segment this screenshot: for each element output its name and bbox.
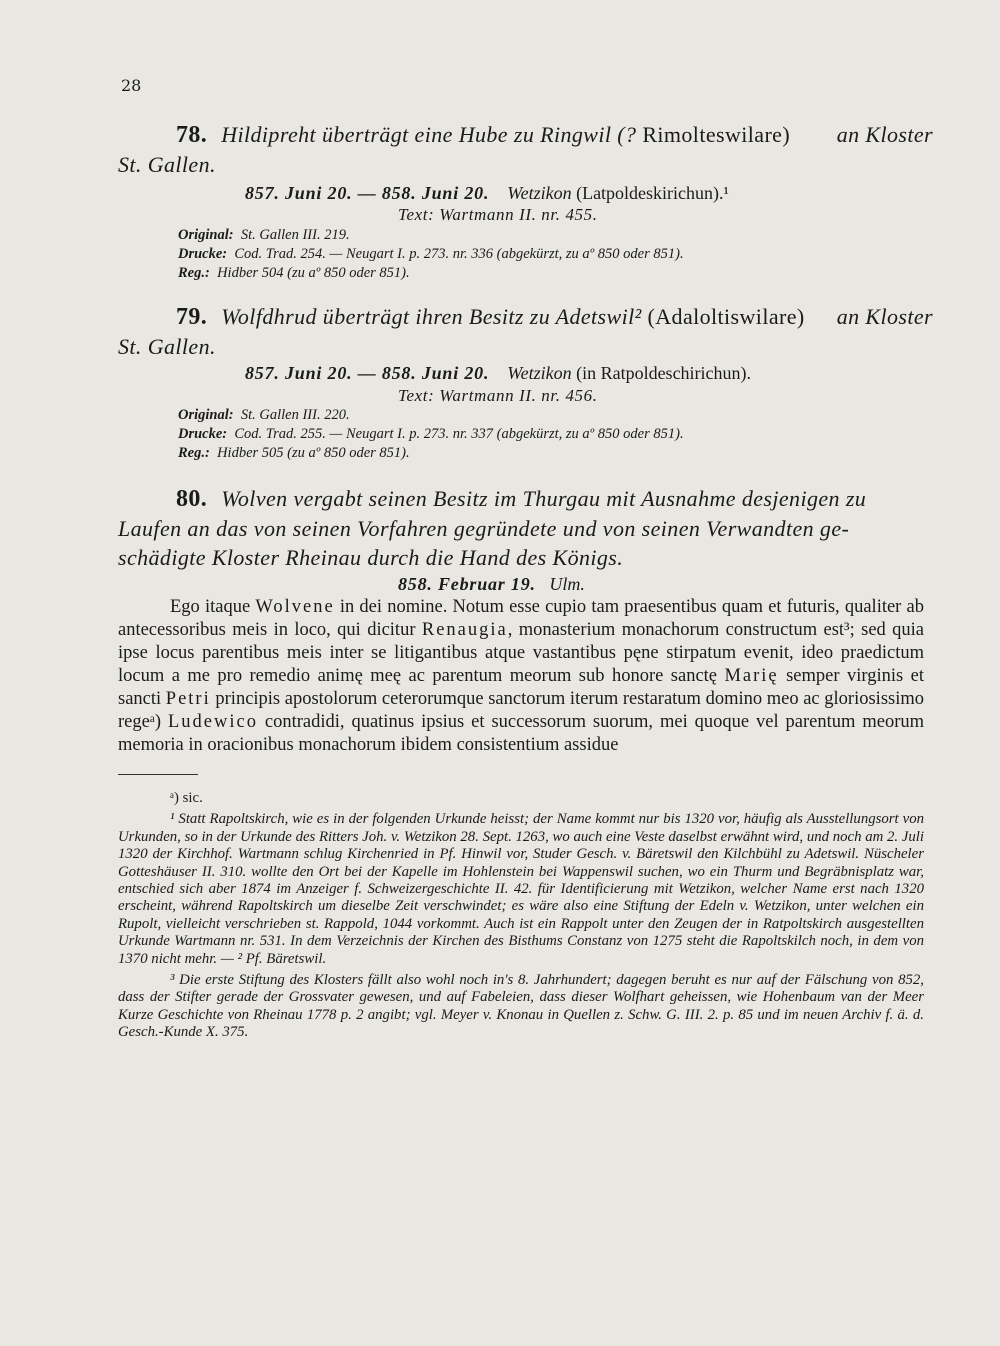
doc78-text-ref: Text: Wartmann II. nr. 455. [398, 205, 598, 224]
doc80-title-line1: Wolven vergabt seinen Besitz im Thurgau mit Ausnahme desjenigen zu [221, 486, 867, 511]
doc79-title-2: (Adaloltiswilare) [647, 304, 805, 329]
doc79-title-4: St. Gallen. [118, 334, 216, 359]
doc79-number: 79. [176, 304, 208, 330]
doc80-body [118, 596, 924, 757]
doc78-original-label: Original: [178, 227, 234, 243]
body-part-1: Ego itaque [170, 597, 256, 617]
doc78-drucke-label: Drucke: [178, 246, 228, 262]
name-renaugia: Renaugia [421, 620, 508, 640]
name-wolvene: Wolvene [255, 597, 335, 617]
doc79-place-note: (in Ratpoldeschirichun). [576, 363, 752, 383]
doc79-place: Wetzikon [507, 363, 572, 383]
footnotes [118, 790, 924, 1042]
footnote-1: ¹ Statt Rapoltskirch, wie es in der folgenden Urkunde heisst; der Name kommt nur bis 1320 vor, häufig als Ausstellungsort von Urkunden, so in der Urkunde des Ritters Joh. v. Wetzikon 28. Sept. 1263, wo auch eine Veste daselbst erwähnt wird, und noch am 2. Juli 1320 der Kirchhof. Wartmann schlug Kirchenried in Pf. Hinwil vor, Studer Gesch. v. Bäretswil den Kilchbühl zu Adetswil. Nüscheler Gotteshäuser II. 310. wollte den Ort bei der Kapelle im Hohlenstein bei Wappenswil suchen, wo ein Thurm und Begräbnisplatz war, entschied sich aber 1874 im Anzeiger f. Schweizergeschichte II. 42. für Identificierung mit Wetzikon, welcher Name erst nach 1320 erscheint, während Rapoltskirch um dieselbe Zeit verschwindet; es wäre also eine Stiftung der Edeln v. Wetzikon, unter welchen ein Rupolt, vielleicht verschrieben st. Rappold, 1044 vorkommt. Auch ist ein Rappolt unter den Zeugen der in Ratpoltskirch ausgestellten Urkunde Wartmann nr. 531. In dem Verzeichnis der Kirchen des Bisthums Constanz von 1275 steht die Rapoltskilch noch, in dem von 1370 nicht mehr. — ² Pf. Bäretswil. [118, 811, 924, 967]
doc78-title-1: Hildipreht überträgt eine Hube zu Ringwil (? [221, 122, 637, 147]
doc80-heading [118, 484, 933, 572]
doc79-date: 857. Juni 20. — 858. Juni 20. [245, 363, 490, 383]
name-marie: Marię [724, 666, 779, 686]
doc78-title-3: an Kloster [836, 122, 933, 147]
doc78-reg-label: Reg.: [178, 265, 210, 281]
doc78-heading [118, 120, 933, 179]
body-part-5: principis apostolorum ceterorumque sanctorum iterum restaratum domino meo ac gloriosissimo regeᵃ) [118, 689, 924, 732]
doc79-reg: Hidber 505 (zu aº 850 oder 851). [217, 445, 410, 461]
doc80-title-line2: Laufen an das von seinen Vorfahren gegründete und von seinen Verwandten ge- [118, 516, 850, 541]
doc78-original: St. Gallen III. 219. [240, 227, 350, 243]
doc78-title-2: Rimolteswilare) [642, 122, 791, 147]
doc78-place-note: (Latpoldeskirichun).¹ [576, 183, 729, 203]
doc79-title-3: an Kloster [836, 304, 933, 329]
doc78-title-4: St. Gallen. [118, 152, 216, 177]
doc79-original: St. Gallen III. 220. [240, 407, 350, 423]
footnote-divider [118, 774, 198, 775]
body-part-6: contradidi, quatinus ipsius et successorum suorum, mei quoque vel parentum meorum memoria in oracionibus monachorum ibidem consistentium assidue [118, 712, 924, 755]
doc80-date: 858. Februar 19. [398, 574, 536, 594]
footnote-3: ³ Die erste Stiftung des Klosters fällt also wohl noch in's 8. Jahrhundert; dagegen beruht es nur auf der Fälschung von 852, dass der Stifter gerade der Grossvater gewesen, und auf Fabeleien, dass dieser Wolfhart geheissen, wie Hohenbaum van der Meer Kurze Geschichte von Rheinau 1778 p. 2 angibt; vgl. Meyer v. Knonau in Quellen z. Schw. G. III. 2. p. 85 und im neuen Archiv f. ä. d. Gesch.-Kunde X. 375. [118, 972, 924, 1041]
doc79-title-1: Wolfdhrud überträgt ihren Besitz zu Adetswil² [221, 304, 642, 329]
doc78-drucke: Cod. Trad. 254. — Neugart I. p. 273. nr. 336 (abgekürzt, zu aº 850 oder 851). [234, 246, 684, 262]
doc79-dateline [245, 362, 751, 384]
doc80-place: Ulm. [549, 574, 585, 594]
doc78-number: 78. [176, 122, 208, 148]
doc78-date: 857. Juni 20. — 858. Juni 20. [245, 183, 490, 203]
name-petri: Petri [165, 689, 211, 709]
doc79-drucke-label: Drucke: [178, 426, 228, 442]
doc79-drucke: Cod. Trad. 255. — Neugart I. p. 273. nr. 337 (abgekürzt, zu aº 850 oder 851). [234, 426, 684, 442]
name-ludewico: Ludewico [167, 712, 258, 732]
body-part-4: semper virginis et sancti [118, 666, 924, 709]
doc78-place: Wetzikon [507, 183, 572, 203]
doc78-meta [178, 226, 684, 283]
doc78-reg: Hidber 504 (zu aº 850 oder 851). [217, 265, 410, 281]
doc79-original-label: Original: [178, 407, 234, 423]
doc80-number: 80. [176, 486, 208, 512]
footnote-a: ᵃ) sic. [170, 790, 203, 806]
doc79-text-ref: Text: Wartmann II. nr. 456. [398, 386, 598, 405]
doc79-reg-label: Reg.: [178, 445, 210, 461]
doc79-meta [178, 406, 684, 463]
page-number: 28 [121, 76, 142, 95]
doc79-heading [118, 302, 933, 361]
doc80-title-line3: schädigte Kloster Rheinau durch die Hand des Königs. [118, 545, 624, 570]
doc78-dateline [245, 182, 729, 204]
body-part-2: in dei nomine. Notum esse cupio tam praesentibus quam et futuris, qualiter ab antecessoribus meis in loco, qui dicitur [118, 597, 924, 640]
body-part-3: , monasterium monachorum constructum est³; sed quia ipse locus parentibus meis inter se litigantibus atque vastantibus pęne stirpatum evenit, ideo praedictum locum a me pro remedio animę meę ac parentum meorum sub honore sanctę [118, 620, 924, 686]
doc80-dateline [398, 573, 585, 595]
